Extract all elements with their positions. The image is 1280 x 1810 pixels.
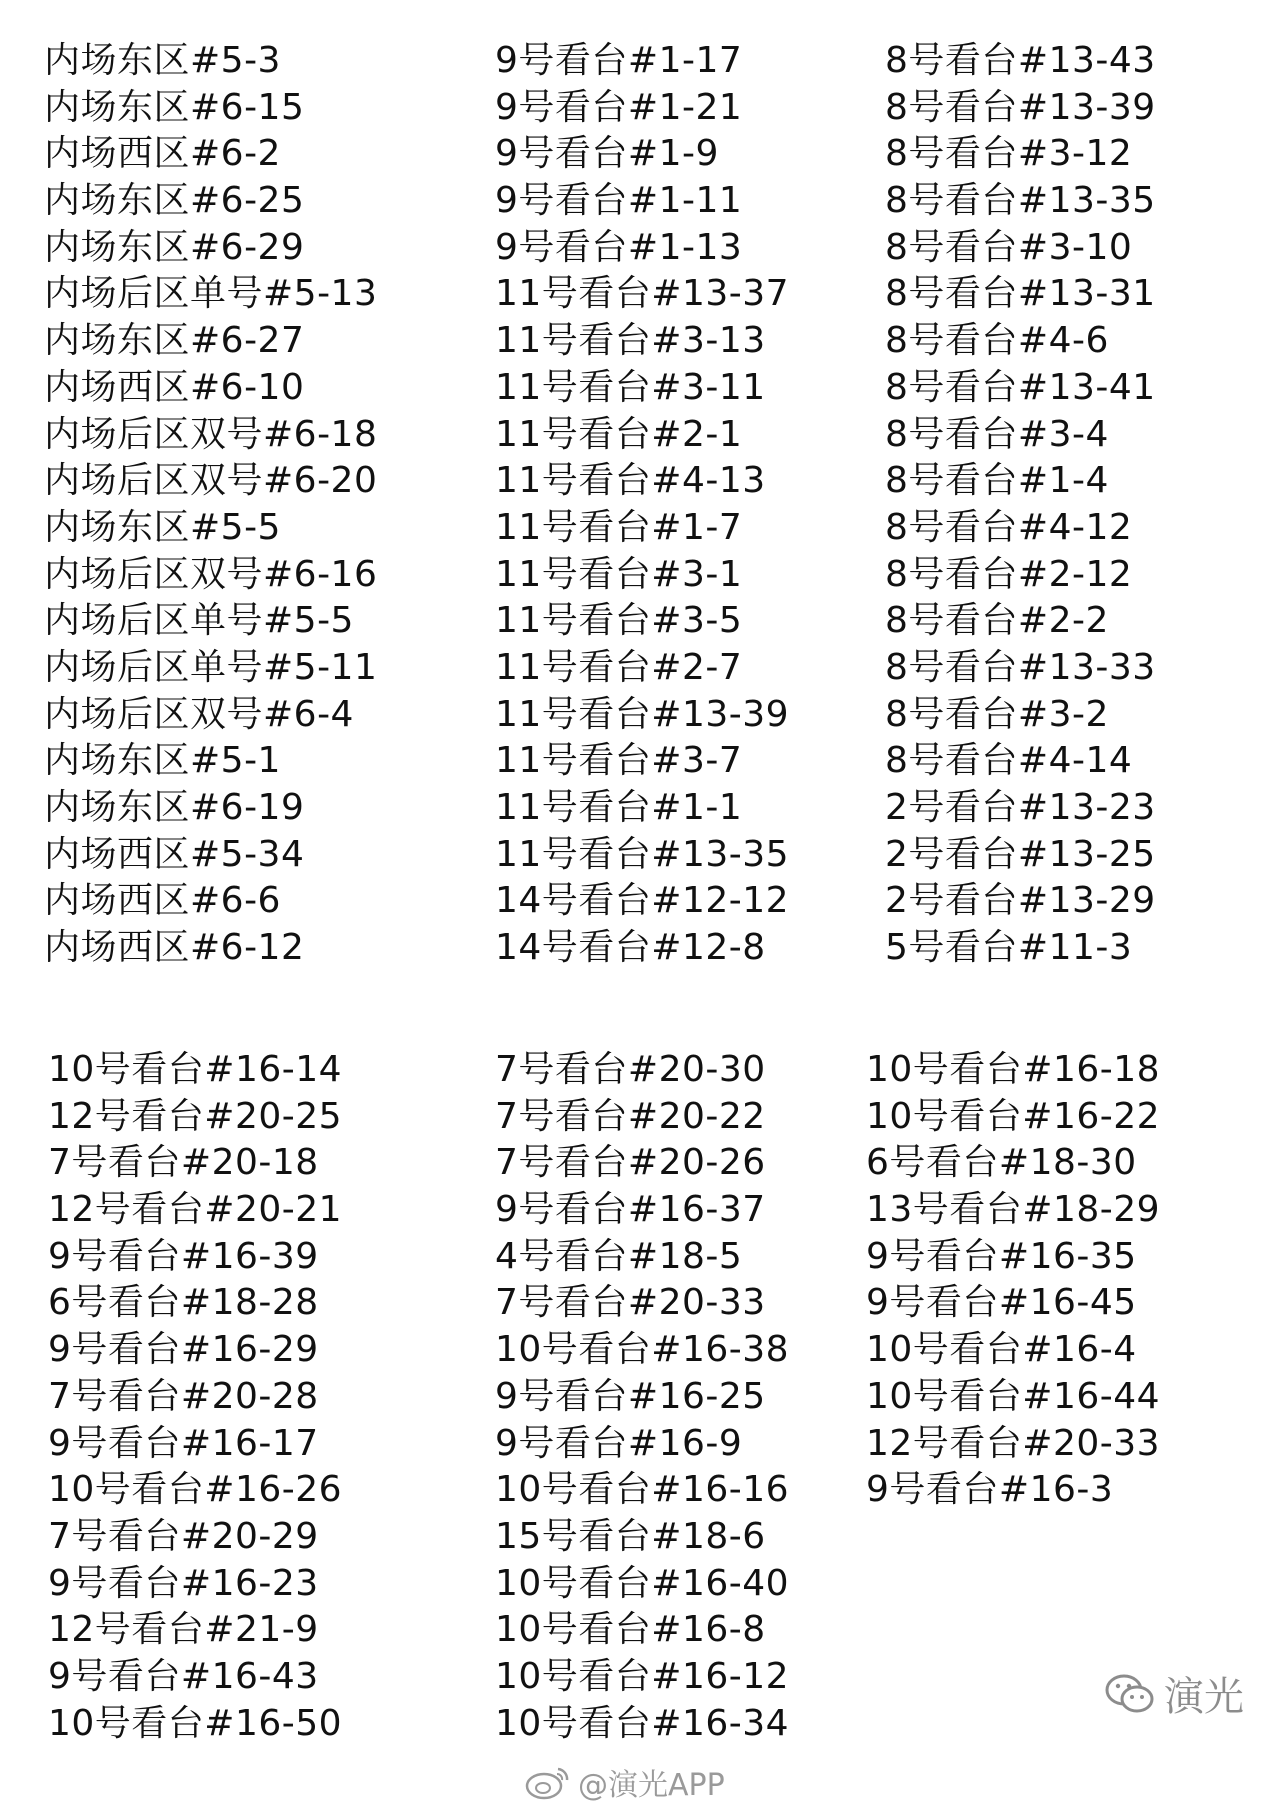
seat-entry: 9号看台#16-37 xyxy=(495,1189,766,1231)
seat-entry: 7号看台#20-18 xyxy=(48,1142,319,1184)
seat-entry: 8号看台#4-6 xyxy=(885,320,1109,362)
seat-entry: 11号看台#1-1 xyxy=(495,787,743,828)
seat-entry: 10号看台#16-50 xyxy=(48,1702,343,1744)
wechat-watermark xyxy=(1104,1665,1244,1722)
seat-entry: 9号看台#1-9 xyxy=(495,133,719,175)
seat-entry: 7号看台#20-30 xyxy=(495,1049,766,1090)
seat-entry: 9号看台#16-39 xyxy=(48,1235,319,1277)
seat-entry: 8号看台#13-33 xyxy=(885,646,1156,688)
seat-entry: 7号看台#20-28 xyxy=(48,1375,319,1417)
seat-entry: 内场东区#6-15 xyxy=(44,86,305,128)
seat-entry: 10号看台#16-4 xyxy=(866,1329,1137,1371)
seat-entry: 11号看台#13-35 xyxy=(495,833,790,875)
seat-entry: 11号看台#4-13 xyxy=(495,460,766,502)
seat-entry: 11号看台#3-1 xyxy=(495,553,743,595)
seat-entry: 内场后区单号#5-5 xyxy=(44,600,354,642)
weibo-icon xyxy=(524,1763,572,1801)
seat-entry: 11号看台#13-37 xyxy=(495,273,790,315)
seat-entry: 内场西区#6-12 xyxy=(44,927,305,969)
seat-entry: 8号看台#1-4 xyxy=(885,460,1109,502)
seat-entry: 4号看台#18-5 xyxy=(495,1235,743,1277)
seat-entry: 内场东区#5-1 xyxy=(44,740,281,782)
seat-entry: 11号看台#3-7 xyxy=(495,740,743,782)
seat-entry: 8号看台#2-2 xyxy=(885,600,1109,642)
seat-entry: 12号看台#21-9 xyxy=(48,1609,319,1651)
seat-entry: 9号看台#16-29 xyxy=(48,1329,319,1371)
seat-entry: 11号看台#13-39 xyxy=(495,693,790,735)
seat-entry: 8号看台#2-12 xyxy=(885,553,1133,595)
seat-entry: 9号看台#1-17 xyxy=(495,40,743,81)
seat-entry: 13号看台#18-29 xyxy=(866,1189,1161,1231)
seat-entry: 9号看台#16-9 xyxy=(495,1422,743,1464)
seat-entry: 10号看台#16-14 xyxy=(48,1049,343,1090)
seat-entry: 12号看台#20-21 xyxy=(48,1189,343,1231)
seat-entry: 11号看台#3-5 xyxy=(495,600,743,642)
bottom-seat-column-3 xyxy=(866,1047,1160,1514)
seat-entry: 12号看台#20-33 xyxy=(866,1422,1161,1464)
seat-entry: 10号看台#16-18 xyxy=(866,1049,1161,1090)
seat-entry: 内场东区#6-27 xyxy=(44,320,305,362)
weibo-account-name: @演光APP xyxy=(578,1768,725,1803)
seat-entry: 9号看台#16-25 xyxy=(495,1375,766,1417)
seat-entry: 11号看台#2-7 xyxy=(495,646,743,688)
seat-entry: 10号看台#16-16 xyxy=(495,1469,790,1511)
seat-entry: 10号看台#16-38 xyxy=(495,1329,790,1371)
seat-entry: 内场东区#6-25 xyxy=(44,180,305,222)
bottom-seat-column-2 xyxy=(495,1047,789,1747)
seat-entry: 8号看台#4-14 xyxy=(885,740,1133,782)
seat-entry: 11号看台#3-11 xyxy=(495,366,766,408)
seat-entry: 10号看台#16-40 xyxy=(495,1562,790,1604)
seat-entry: 9号看台#16-45 xyxy=(866,1282,1137,1324)
seat-entry: 9号看台#1-11 xyxy=(495,180,743,222)
seat-entry: 12号看台#20-25 xyxy=(48,1095,343,1137)
seat-entry: 内场东区#6-29 xyxy=(44,226,305,268)
seat-entry: 7号看台#20-26 xyxy=(495,1142,766,1184)
wechat-account-name: 演光 xyxy=(1164,1674,1244,1720)
wechat-icon xyxy=(1104,1673,1156,1715)
seat-entry: 14号看台#12-12 xyxy=(495,880,790,922)
seat-entry: 8号看台#3-2 xyxy=(885,693,1109,735)
seat-entry: 7号看台#20-29 xyxy=(48,1515,319,1557)
seat-entry: 8号看台#3-10 xyxy=(885,226,1133,268)
seat-entry: 9号看台#16-17 xyxy=(48,1422,319,1464)
seat-entry: 9号看台#1-21 xyxy=(495,86,743,128)
seat-entry: 11号看台#1-7 xyxy=(495,506,743,548)
seat-entry: 内场后区单号#5-13 xyxy=(44,273,378,315)
bottom-seat-column-1 xyxy=(48,1047,342,1747)
seat-entry: 14号看台#12-8 xyxy=(495,927,766,969)
seat-entry: 内场西区#6-2 xyxy=(44,133,281,175)
seat-entry: 15号看台#18-6 xyxy=(495,1515,766,1557)
seat-entry: 10号看台#16-44 xyxy=(866,1375,1161,1417)
seat-entry: 7号看台#20-22 xyxy=(495,1095,766,1137)
seat-entry: 内场西区#5-34 xyxy=(44,833,305,875)
seat-entry: 内场西区#6-10 xyxy=(44,366,305,408)
seat-entry: 11号看台#3-13 xyxy=(495,320,766,362)
seat-entry: 9号看台#16-35 xyxy=(866,1235,1137,1277)
weibo-watermark xyxy=(524,1760,725,1804)
seat-entry: 9号看台#16-43 xyxy=(48,1655,319,1697)
seat-entry: 内场后区单号#5-11 xyxy=(44,646,378,688)
top-seat-column-2 xyxy=(495,38,789,972)
top-seat-column-1 xyxy=(44,38,377,972)
seat-entry: 内场后区双号#6-18 xyxy=(44,413,378,455)
seat-entry: 10号看台#16-8 xyxy=(495,1609,766,1651)
seat-entry: 内场后区双号#6-20 xyxy=(44,460,378,502)
seat-entry: 5号看台#11-3 xyxy=(885,927,1133,969)
seat-entry: 10号看台#16-26 xyxy=(48,1469,343,1511)
seat-entry: 内场后区双号#6-16 xyxy=(44,553,378,595)
seat-entry: 10号看台#16-12 xyxy=(495,1655,790,1697)
seat-entry: 8号看台#13-35 xyxy=(885,180,1156,222)
seat-entry: 内场西区#6-6 xyxy=(44,880,281,922)
seat-entry: 6号看台#18-30 xyxy=(866,1142,1137,1184)
seat-entry: 2号看台#13-25 xyxy=(885,833,1156,875)
seat-entry: 10号看台#16-34 xyxy=(495,1702,790,1744)
seat-entry: 8号看台#13-39 xyxy=(885,86,1156,128)
seat-entry: 8号看台#3-12 xyxy=(885,133,1133,175)
seat-entry: 8号看台#13-41 xyxy=(885,366,1156,408)
seat-entry: 7号看台#20-33 xyxy=(495,1282,766,1324)
seat-entry: 2号看台#13-29 xyxy=(885,880,1156,922)
seat-entry: 9号看台#1-13 xyxy=(495,226,743,268)
seat-entry: 6号看台#18-28 xyxy=(48,1282,319,1324)
seat-entry: 10号看台#16-22 xyxy=(866,1095,1161,1137)
seat-entry: 内场东区#5-5 xyxy=(44,506,281,548)
seat-entry: 11号看台#2-1 xyxy=(495,413,743,455)
seat-entry: 8号看台#3-4 xyxy=(885,413,1109,455)
seat-entry: 8号看台#4-12 xyxy=(885,506,1133,548)
top-seat-column-3 xyxy=(885,38,1156,972)
seat-entry: 内场后区双号#6-4 xyxy=(44,693,354,735)
seat-entry: 2号看台#13-23 xyxy=(885,787,1156,828)
seat-entry: 9号看台#16-23 xyxy=(48,1562,319,1604)
seat-entry: 内场东区#6-19 xyxy=(44,787,305,828)
seat-entry: 9号看台#16-3 xyxy=(866,1469,1114,1511)
seat-entry: 8号看台#13-31 xyxy=(885,273,1156,315)
seat-entry: 8号看台#13-43 xyxy=(885,40,1156,81)
seat-entry: 内场东区#5-3 xyxy=(44,40,281,81)
